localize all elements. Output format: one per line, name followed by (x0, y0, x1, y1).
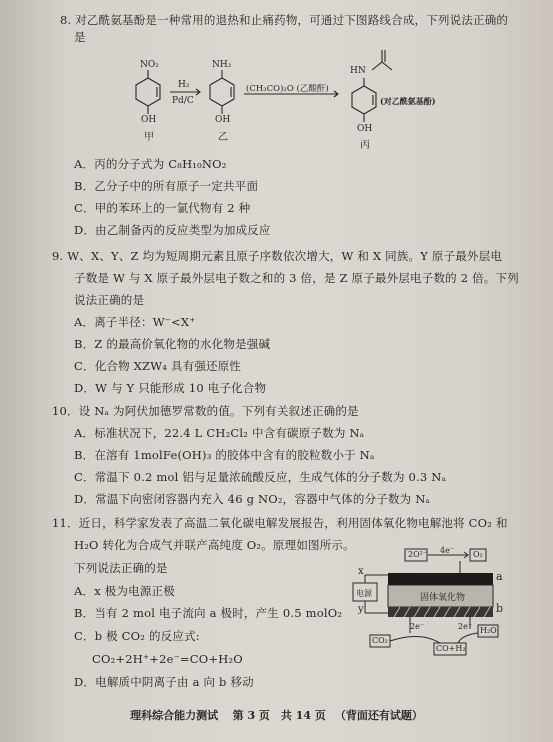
diagram-y-label: y (358, 604, 364, 615)
yi-top-group: NH₂ (212, 60, 232, 70)
q9-stem-line2: 子数是 W 与 X 原子最外层电子数之和的 3 倍，是 Z 原子最外层电子数的 2 倍。下列 (74, 271, 519, 285)
jia-bottom-group: OH (141, 115, 157, 125)
diagram-h2o: H₂O (480, 626, 497, 635)
jia-name: 甲 (144, 132, 154, 143)
footer-note: （背面还有试题） (340, 709, 423, 722)
q8-option-a: A．丙的分子式为 C₈H₁₀NO₂ (74, 157, 227, 171)
q10-stem: 10．设 Nₐ 为阿伏加德罗常数的值。下列有关叙述正确的是 (52, 404, 359, 418)
q8-option-b: B．乙分子中的所有原子一定共平面 (74, 179, 259, 193)
q11-option-c-equation: CO₂+2H⁺+2e⁻=CO+H₂O (92, 652, 243, 666)
bing-structure (352, 50, 392, 122)
bing-bottom-group: OH (357, 124, 373, 134)
diagram-electrons-right: 2e⁻ (458, 622, 473, 631)
diagram-o2-left: 2O²⁻ (408, 550, 428, 559)
jia-top-group: NO₂ (140, 60, 159, 70)
yi-name: 乙 (218, 132, 228, 143)
bing-nh: HN (350, 66, 366, 76)
q8-option-d: D．由乙制备丙的反应类型为加成反应 (74, 223, 271, 237)
q11-stem-line1: 11．近日，科学家发表了高温二氧化碳电解发展报告，利用固体氧化物电解池将 CO₂ 和 (52, 516, 508, 530)
q10-option-b: B．在溶有 1molFe(OH)₃ 的胶体中含有的胶粒数小于 Nₐ (74, 448, 375, 462)
diagram-o2-right: O₂ (473, 550, 483, 559)
q8-option-c: C．甲的苯环上的一氯代物有 2 种 (74, 201, 251, 215)
q10-option-d: D．常温下向密闭容器内充入 46 g NO₂，容器中气体的分子数为 Nₐ (74, 492, 431, 506)
diagram-a-label: a (496, 570, 503, 583)
yi-ring (210, 70, 234, 114)
diagram-co2: CO₂ (372, 636, 388, 645)
page-footer (0, 707, 553, 723)
reagent-1-top: H₂ (178, 80, 190, 90)
q11-option-b: B．当有 2 mol 电子流向 a 极时，产生 0.5 molO₂ (74, 606, 343, 620)
q8-stem-line1: 8. 对乙酰氨基酚是一种常用的退热和止痛药物，可通过下图路线合成，下列说法正确的 (60, 13, 509, 27)
q9-option-d: D．W 与 Y 只能形成 10 电子化合物 (74, 381, 267, 395)
q9-stem-line3: 说法正确的是 (74, 293, 145, 307)
diagram-product: CO+H₂ (436, 644, 466, 653)
q11-option-a: A．x 极为电源正极 (74, 584, 175, 598)
q9-option-a: A．离子半径：W⁻<X⁺ (74, 315, 196, 329)
q11-stem-line2: H₂O 转化为合成气并联产高纯度 O₂。原理如图所示。 (74, 538, 355, 552)
footer-title: 理科综合能力测试 (130, 709, 219, 722)
q10-option-a: A．标准状况下，22.4 L CH₂Cl₂ 中含有碳原子数为 Nₐ (74, 426, 365, 440)
q10-option-c: C．常温下 0.2 mol 铝与足量浓硫酸反应，生成气体的分子数为 0.3 Nₐ (74, 470, 447, 484)
q11-option-d: D．电解质中阴离子由 a 向 b 移动 (74, 675, 254, 689)
yi-bottom-group: OH (215, 115, 231, 125)
jia-ring (136, 70, 160, 114)
reagent-1-bottom: Pd/C (172, 96, 194, 106)
q8-stem-line2: 是 (74, 30, 86, 44)
q9-option-c: C．化合物 XZW₄ 具有强还原性 (74, 359, 242, 373)
diagram-x-label: x (358, 566, 364, 577)
q11-option-c: C．b 极 CO₂ 的反应式: (74, 629, 200, 643)
reagent-2: (CH₃CO)₂O (乙酸酐) (246, 84, 329, 94)
diagram-o2-electrons: 4e⁻ (440, 546, 455, 555)
diagram-solid-oxide: 固体氧化物 (420, 593, 466, 603)
q11-stem-line3: 下列说法正确的是 (74, 561, 168, 575)
bing-label: (对乙酰氨基酚) (380, 96, 436, 106)
diagram-power-label: 电源 (356, 589, 372, 598)
q9-stem-line1: 9. W、X、Y、Z 均为短周期元素且原子序数依次增大，W 和 X 同族。Y 原子最外层电 (52, 249, 503, 263)
diagram-b-label: b (496, 602, 504, 615)
bing-name: 丙 (360, 140, 370, 151)
diagram-electrons-left: 2e⁻ (410, 622, 425, 631)
q9-option-b: B．Z 的最高价氧化物的水化物是强碱 (74, 337, 271, 351)
footer-page: 第 3 页 共 14 页 (232, 709, 326, 722)
